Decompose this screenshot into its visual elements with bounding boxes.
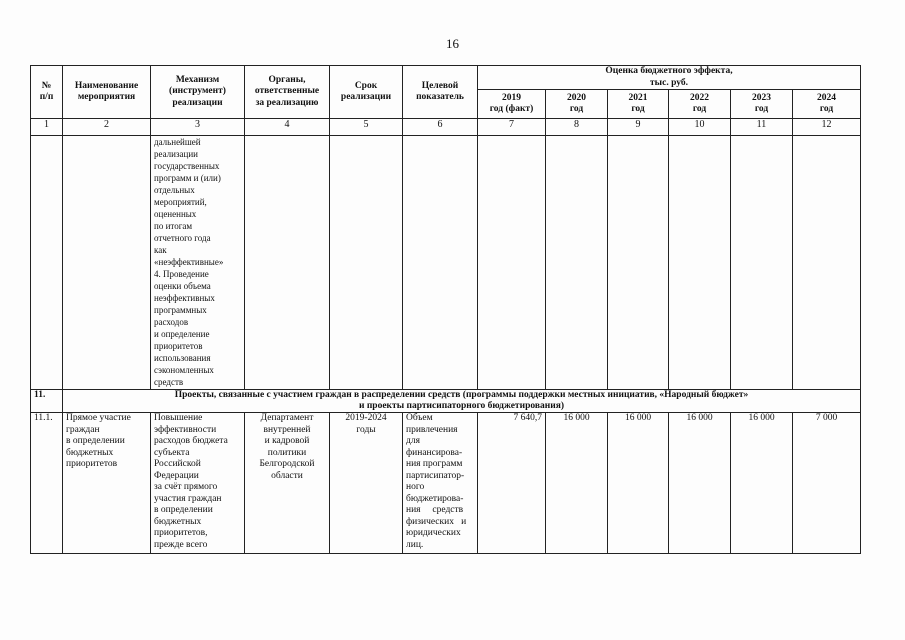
- header-mechanism: Механизм (инструмент) реализации: [151, 66, 245, 119]
- column-number: 10: [669, 119, 731, 136]
- item-value-2023: 16 000: [731, 413, 793, 554]
- table-row: [31, 413, 861, 554]
- item-responsible-bodies: Департамент внутренней и кадровой политики Белгородской области: [259, 413, 315, 481]
- mechanism-continuation-text: дальнейшей реализации государственных программ и (или) отдельных мероприятий, оцененных по итогам отчетного года как «неэффективные» 4. Проведение оценки объема неэффективных программных расходов и определение приоритетов использования сэкономленных средств: [154, 137, 224, 387]
- table-cell: [608, 136, 669, 390]
- column-number: 4: [245, 119, 330, 136]
- item-term-cell: [330, 413, 403, 554]
- section-number: 11.: [31, 390, 63, 413]
- item-indicator-cell: [403, 413, 478, 554]
- table-cell: [403, 136, 478, 390]
- table-cell: [669, 136, 731, 390]
- item-mechanism: Повышение эффективности расходов бюджета субъекта Российской Федерации за счёт прямого участия граждан в определении бюджетных приоритетов, прежде всего: [154, 413, 228, 550]
- header-number: № п/п: [31, 66, 63, 119]
- table-cell: [31, 136, 63, 390]
- mechanism-continuation-cell: [151, 136, 245, 390]
- table-cell: [330, 136, 403, 390]
- header-year-2022: 2022 год: [669, 90, 731, 119]
- header-indicator: Целевой показатель: [403, 66, 478, 119]
- item-value-2024: 7 000: [793, 413, 861, 554]
- header-year-2023: 2023 год: [731, 90, 793, 119]
- column-number: 6: [403, 119, 478, 136]
- header-row: [31, 66, 861, 90]
- column-number: 1: [31, 119, 63, 136]
- item-mechanism-cell: [151, 413, 245, 554]
- page-number: 16: [446, 36, 459, 51]
- header-year-2020: 2020 год: [546, 90, 608, 119]
- item-name-cell: [63, 413, 151, 554]
- table-cell: [793, 136, 861, 390]
- header-name: Наименование мероприятия: [63, 66, 151, 119]
- item-value-2019: 7 640,7: [478, 413, 546, 554]
- column-number: 9: [608, 119, 669, 136]
- column-number: 5: [330, 119, 403, 136]
- item-indicator: Объем привлечения для финансирова- ния программ партисипатор- ного бюджетирова- ния средств физических и юридических лиц.: [406, 413, 467, 550]
- table-cell: [478, 136, 546, 390]
- column-number: 11: [731, 119, 793, 136]
- budget-measures-table: [30, 65, 861, 554]
- column-number: 12: [793, 119, 861, 136]
- section-row: [31, 390, 861, 413]
- header-year-2021: 2021 год: [608, 90, 669, 119]
- table-cell: [731, 136, 793, 390]
- column-numbers-row: [31, 119, 861, 136]
- item-value-2020: 16 000: [546, 413, 608, 554]
- continuation-row: [31, 136, 861, 390]
- header-year-2024: 2024 год: [793, 90, 861, 119]
- header-year-2019: 2019 год (факт): [478, 90, 546, 119]
- table-cell: [546, 136, 608, 390]
- column-number: 7: [478, 119, 546, 136]
- item-value-2021: 16 000: [608, 413, 669, 554]
- item-number: 11.1.: [31, 413, 63, 554]
- header-term: Срок реализации: [330, 66, 403, 119]
- column-number: 8: [546, 119, 608, 136]
- header-responsible-bodies: Органы, ответственные за реализацию: [245, 66, 330, 119]
- table-cell: [63, 136, 151, 390]
- item-bodies-cell: [245, 413, 330, 554]
- section-title: Проекты, связанные с участием граждан в распределении средств (программы поддержки местных инициатив, «Народный бюджет» и проекты партисипаторного бюджетирования): [174, 390, 749, 411]
- item-name: Прямое участие граждан в определении бюджетных приоритетов: [66, 413, 131, 469]
- section-title-cell: [63, 390, 861, 413]
- header-budget-effect: Оценка бюджетного эффекта, тыс. руб.: [478, 66, 861, 90]
- item-value-2022: 16 000: [669, 413, 731, 554]
- column-number: 3: [151, 119, 245, 136]
- table-cell: [245, 136, 330, 390]
- item-term: 2019-2024 годы: [345, 413, 387, 435]
- column-number: 2: [63, 119, 151, 136]
